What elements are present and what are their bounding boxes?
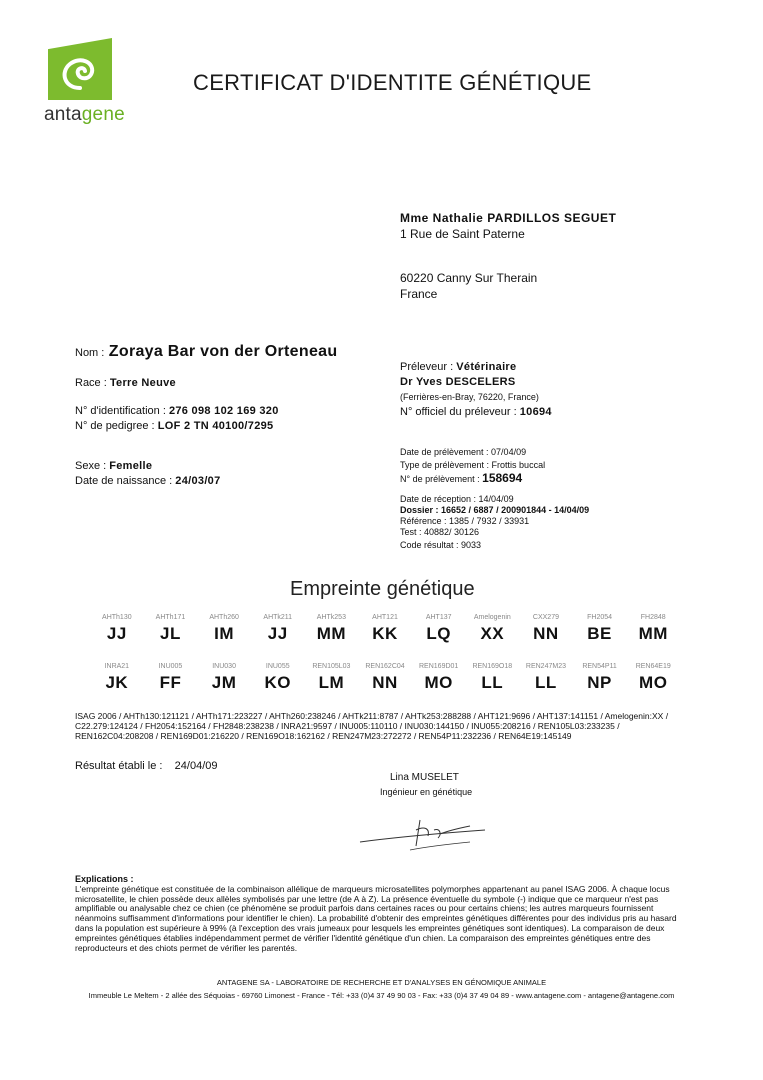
explanations-text: L'empreinte génétique est constituée de la combinaison allélique de marqueurs microsatellites polymorphes appartenant au panel ISAG 2006. À chaque locus microsatellite, le chien possède deux allèles symbolisés par une lettre (de A à Z). La présence éventuelle du symbole (-) indique que ce marqueur n'est pas amplifiable ou analysable chez ce chien (ce phénomène se produit parfois dans certaines races ou pour certains chiens; les autres marqueurs fournissent néanmoins suffisamment d'informations pour identifier le chien). La probabilité d'obtenir des empreintes génétiques différentes pour des individus pris au hasard dans la population est supérieure à 99% (à l'exception des vrais jumeaux pour lesquels les empreintes génétiques sont identiques). La comparaison de deux empreintes génétiques établies indépendamment permet de vérifier l'identité génétique d'un chien. La comparaison des empreintes génétiques entre des reproducteurs et des chiots permet de vérifier les parentés. [75, 883, 677, 953]
preleveur-official-label: N° officiel du préleveur : [400, 406, 517, 418]
marker-value: XX [480, 624, 505, 643]
marker-cell [251, 663, 305, 693]
preleveur-type: Vétérinaire [456, 361, 517, 373]
marker-cell [465, 614, 519, 644]
owner-city-block [400, 270, 537, 302]
marker-value: LQ [426, 624, 451, 643]
marker-name: Amelogenin [473, 614, 511, 621]
marker-cell [144, 663, 198, 693]
marker-name: REN169D01 [419, 663, 459, 670]
sample-date: Date de prélèvement : 07/04/09 [400, 447, 527, 457]
marker-value: JJ [106, 624, 127, 643]
sex-birth-block [75, 459, 221, 489]
marker-value: LL [535, 673, 557, 692]
marker-cell [412, 663, 466, 693]
marker-cell [251, 614, 305, 644]
birth-value: 24/03/07 [175, 475, 221, 487]
marker-name: AHTh130 [102, 614, 132, 621]
markers-row-2 [90, 663, 680, 693]
id-label: N° d'identification : [75, 405, 166, 417]
marker-value: FF [159, 673, 182, 692]
marker-name: FH2848 [640, 614, 666, 621]
marker-cell [412, 614, 466, 644]
race-label: Race : [75, 377, 107, 389]
owner-city: 60220 Canny Sur Therain [400, 271, 538, 285]
preleveur-block [400, 360, 552, 420]
marker-value: NN [533, 624, 559, 643]
dog-name-label: Nom : [75, 347, 105, 359]
signer-title: Ingénieur en génétique [380, 787, 473, 797]
markers-row-1 [90, 614, 680, 644]
marker-value: MO [639, 673, 668, 692]
marker-cell [358, 614, 412, 644]
pedigree-value: LOF 2 TN 40100/7295 [157, 420, 274, 432]
marker-name: AHTh171 [155, 614, 186, 621]
marker-value: JM [211, 673, 237, 692]
footer-address: Immeuble Le Meltem - 2 allée des Séquoias - 69760 Limonest - France - Tél: +33 (0)4 37 49 90 03 - Fax: +33 (0)4 37 49 04 89 - www.antagene.com - antagene@antagene.com [88, 991, 675, 1000]
preleveur-doctor: Dr Yves DESCELERS [400, 376, 516, 388]
result-label: Résultat établi le : [75, 760, 163, 772]
marker-cell [305, 614, 359, 644]
marker-name: CXX279 [532, 614, 559, 621]
marker-name: REN169O18 [472, 663, 513, 670]
dossier: Dossier : 16652 / 6887 / 200901844 - 14/04/09 [400, 505, 590, 515]
marker-value: MM [316, 624, 347, 643]
logo-swirl-icon [48, 38, 112, 100]
marker-name: INU055 [265, 663, 290, 670]
race-row [75, 376, 176, 391]
marker-name: AHTh260 [209, 614, 239, 621]
result-row [75, 760, 218, 772]
signer-name: Lina MUSELET [390, 772, 459, 783]
marker-cell [519, 614, 573, 644]
preleveur-location: (Ferrières-en-Bray, 76220, France) [400, 392, 539, 402]
marker-value: MM [638, 624, 668, 643]
marker-value: NN [372, 673, 398, 692]
marker-name: AHTk253 [316, 614, 346, 621]
marker-cell [197, 663, 251, 693]
marker-name: REN247M23 [525, 663, 566, 670]
preleveur-label: Préleveur : [400, 361, 454, 373]
marker-cell [626, 663, 680, 693]
sample-num-label: N° de prélèvement : [400, 474, 480, 484]
marker-cell [90, 663, 144, 693]
empreinte-title: Empreinte génétique [290, 578, 475, 600]
logo-mark [48, 38, 112, 100]
page-title: CERTIFICAT D'IDENTITE GÉNÉTIQUE [193, 70, 592, 95]
marker-value: LM [318, 673, 345, 692]
marker-value: IM [214, 624, 235, 643]
marker-name: REN64E19 [635, 663, 671, 670]
isag-alleles: ISAG 2006 / AHTh130:121121 / AHTh171:223227 / AHTh260:238246 / AHTk211:8787 / AHTk253:288288 / AHT121:9696 / AHT137:141151 / Amelogenin:XX / C22.279:124124 / FH2054:152164 / FH2848:238238 / INRA21:9597 / INU005:110110 / INU030:144150 / INU055:208216 / REN105L03:233235 / REN162C04:208208 / REN169D01:216220 / REN169O18:162162 / REN247M23:272272 / REN54P11:232236 / REN64E19:145149 [75, 711, 669, 741]
marker-value: MO [424, 673, 453, 692]
identification-block [75, 404, 279, 434]
marker-name: INU030 [212, 663, 236, 670]
marker-value: NP [587, 673, 612, 692]
explanations [75, 875, 695, 953]
sex-label: Sexe : [75, 460, 107, 472]
marker-cell [573, 614, 627, 644]
marker-cell [519, 663, 573, 693]
marker-name: REN162C04 [365, 663, 405, 670]
marker-cell [144, 614, 198, 644]
marker-name: REN54P11 [582, 663, 617, 670]
sample-num: 158694 [482, 471, 523, 485]
pedigree-label: N° de pedigree : [75, 420, 155, 432]
marker-value: KO [264, 673, 291, 692]
marker-cell [305, 663, 359, 693]
birth-label: Date de naissance : [75, 475, 173, 487]
marker-value: JK [105, 673, 129, 692]
sample-block [400, 446, 545, 486]
test: Test : 40882/ 30126 [400, 527, 480, 537]
footer-company: ANTAGENE SA - LABORATOIRE DE RECHERCHE ET D'ANALYSES EN GÉNOMIQUE ANIMALE [216, 978, 547, 987]
code-result: Code résultat : 9033 [400, 540, 482, 550]
marker-cell [573, 663, 627, 693]
reception-block [400, 494, 589, 551]
dog-name: Zoraya Bar von der Orteneau [108, 343, 338, 360]
explanations-title: Explications : [75, 874, 134, 884]
marker-name: AHT121 [372, 614, 398, 621]
marker-name: INU005 [158, 663, 183, 670]
owner-address [400, 210, 616, 242]
marker-value: KK [372, 624, 398, 643]
marker-name: AHT137 [425, 614, 452, 621]
marker-name: REN105L03 [312, 663, 351, 670]
marker-cell [465, 663, 519, 693]
signature-icon [350, 800, 500, 860]
result-date: 24/04/09 [174, 760, 218, 772]
marker-value: LL [481, 673, 504, 692]
owner-name: Mme Nathalie PARDILLOS SEGUET [400, 211, 617, 225]
reception-date: Date de réception : 14/04/09 [400, 494, 514, 504]
marker-name: AHTk211 [263, 614, 293, 621]
marker-cell [626, 614, 680, 644]
dog-name-row [75, 343, 337, 361]
sex-value: Femelle [109, 460, 153, 472]
race-value: Terre Neuve [109, 377, 176, 389]
marker-cell [358, 663, 412, 693]
marker-cell [90, 614, 144, 644]
logo-wordmark: antagene [44, 104, 125, 125]
marker-cell [197, 614, 251, 644]
marker-name: INRA21 [104, 663, 130, 670]
owner-country: France [400, 287, 438, 301]
marker-value: JL [160, 624, 181, 643]
marker-name: FH2054 [587, 614, 613, 621]
marker-value: BE [587, 624, 612, 643]
sample-type: Type de prélèvement : Frottis buccal [400, 460, 546, 470]
marker-value: JJ [267, 624, 288, 643]
id-value: 276 098 102 169 320 [168, 405, 279, 417]
reference: Référence : 1385 / 7932 / 33931 [400, 516, 530, 526]
preleveur-official: 10694 [519, 406, 552, 418]
owner-street: 1 Rue de Saint Paterne [400, 227, 525, 241]
